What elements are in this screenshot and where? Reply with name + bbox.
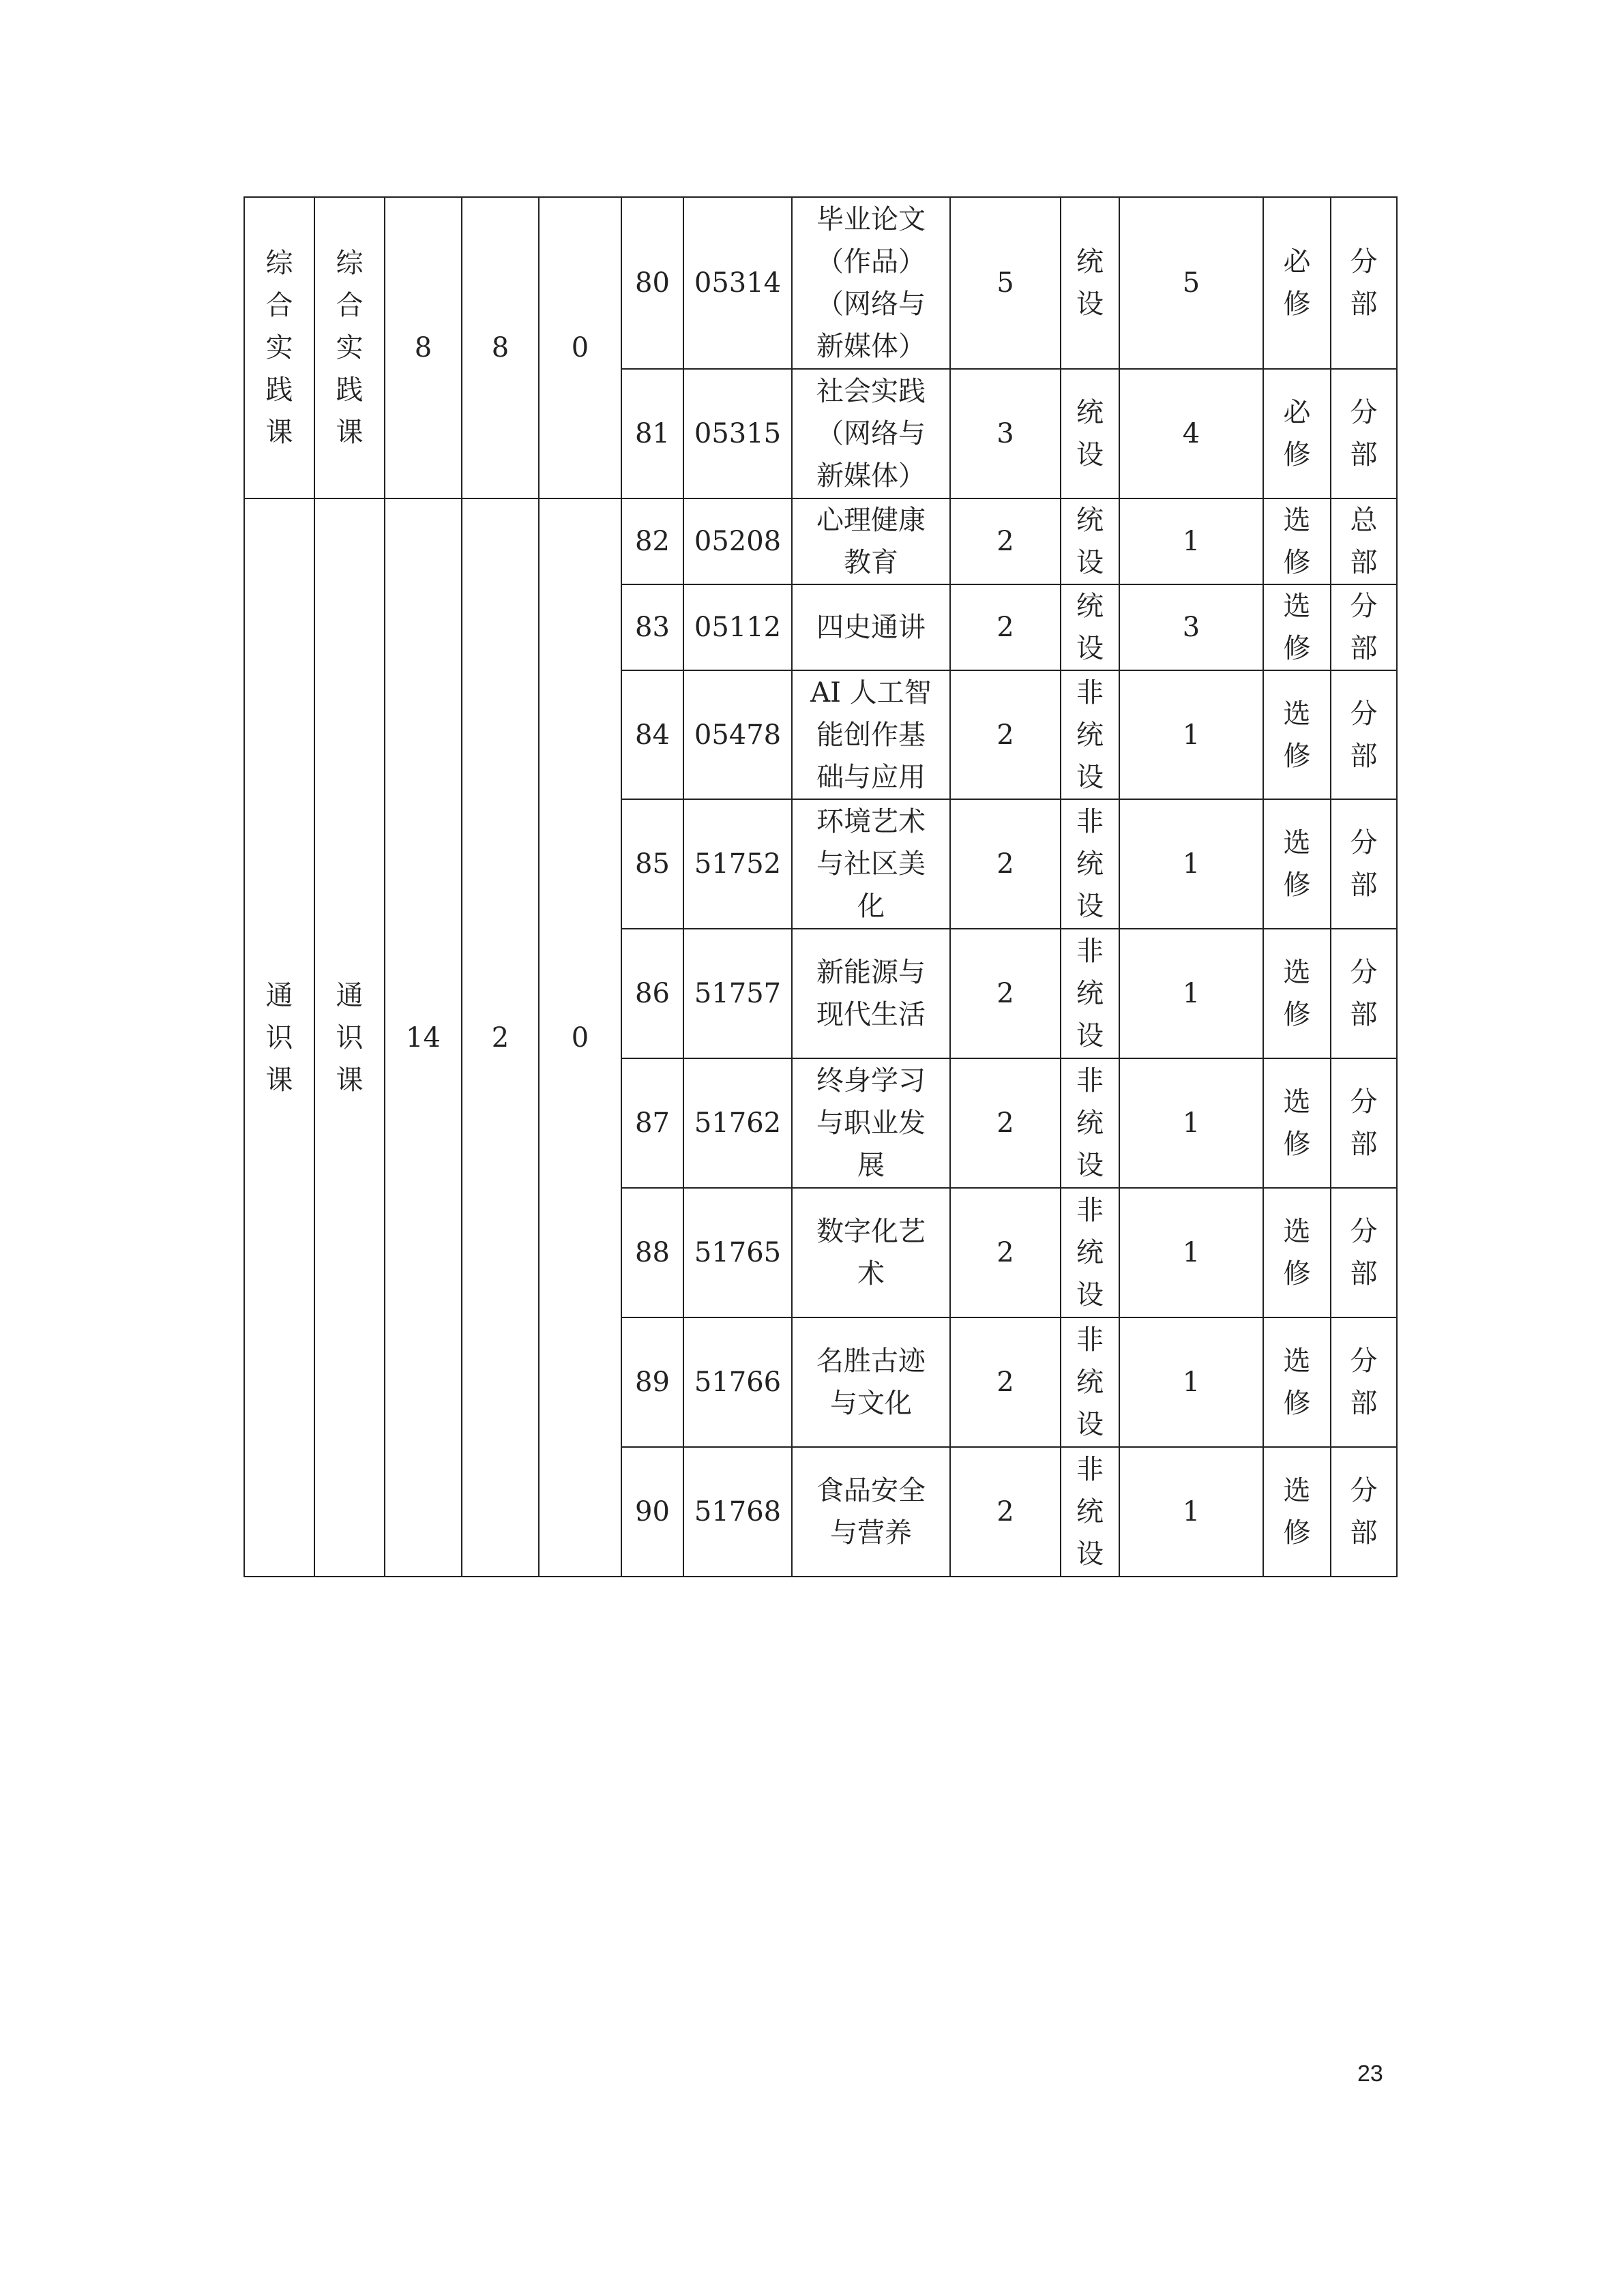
course-type-cell: 选 修 — [1263, 799, 1331, 929]
course-credit-cell: 2 — [950, 799, 1061, 929]
course-name-cell: 毕业论文 （作品） （网络与 新媒体） — [792, 197, 950, 369]
course-credit-cell: 2 — [950, 584, 1061, 670]
subcategory-cell: 综 合 实 践 课 — [314, 197, 385, 498]
exam-cell: 分 部 — [1331, 1188, 1397, 1317]
setup-cell: 统 设 — [1061, 498, 1119, 584]
course-type-cell: 选 修 — [1263, 1447, 1331, 1577]
course-credit-cell: 5 — [950, 197, 1061, 369]
semester-cell: 1 — [1119, 1188, 1263, 1317]
semester-cell: 3 — [1119, 584, 1263, 670]
course-code-cell: 51766 — [683, 1317, 792, 1447]
table-row — [244, 498, 1397, 584]
setup-cell: 非 统 设 — [1061, 1188, 1119, 1317]
course-type-cell: 选 修 — [1263, 1058, 1331, 1188]
course-name-cell: 新能源与 现代生活 — [792, 929, 950, 1058]
semester-cell: 1 — [1119, 498, 1263, 584]
course-table — [243, 196, 1398, 1577]
exam-cell: 分 部 — [1331, 670, 1397, 799]
course-name-cell: 名胜古迹 与文化 — [792, 1317, 950, 1447]
course-code-cell: 51768 — [683, 1447, 792, 1577]
semester-cell: 1 — [1119, 670, 1263, 799]
course-name-cell: 心理健康 教育 — [792, 498, 950, 584]
seq-cell: 86 — [621, 929, 683, 1058]
setup-cell: 非 统 设 — [1061, 670, 1119, 799]
credits-required-cell: 2 — [462, 498, 539, 1577]
subcategory-cell: 通 识 课 — [314, 498, 385, 1577]
semester-cell: 5 — [1119, 197, 1263, 369]
course-code-cell: 51757 — [683, 929, 792, 1058]
seq-cell: 83 — [621, 584, 683, 670]
course-code-cell: 05314 — [683, 197, 792, 369]
category-cell: 通 识 课 — [244, 498, 314, 1577]
seq-cell: 81 — [621, 369, 683, 498]
exam-cell: 分 部 — [1331, 1447, 1397, 1577]
seq-cell: 90 — [621, 1447, 683, 1577]
course-type-cell: 选 修 — [1263, 584, 1331, 670]
semester-cell: 1 — [1119, 799, 1263, 929]
setup-cell: 非 统 设 — [1061, 1058, 1119, 1188]
course-code-cell: 05112 — [683, 584, 792, 670]
seq-cell: 80 — [621, 197, 683, 369]
seq-cell: 87 — [621, 1058, 683, 1188]
credits-elective-cell: 0 — [539, 197, 621, 498]
table-body — [244, 197, 1397, 1577]
course-type-cell: 必 修 — [1263, 197, 1331, 369]
course-name-cell: 社会实践 （网络与 新媒体） — [792, 369, 950, 498]
course-code-cell: 05315 — [683, 369, 792, 498]
course-type-cell: 选 修 — [1263, 670, 1331, 799]
course-name-cell: AI 人工智 能创作基 础与应用 — [792, 670, 950, 799]
semester-cell: 1 — [1119, 1058, 1263, 1188]
exam-cell: 总 部 — [1331, 498, 1397, 584]
seq-cell: 89 — [621, 1317, 683, 1447]
seq-cell: 82 — [621, 498, 683, 584]
exam-cell: 分 部 — [1331, 369, 1397, 498]
exam-cell: 分 部 — [1331, 929, 1397, 1058]
seq-cell: 85 — [621, 799, 683, 929]
course-type-cell: 必 修 — [1263, 369, 1331, 498]
semester-cell: 1 — [1119, 1447, 1263, 1577]
course-type-cell: 选 修 — [1263, 498, 1331, 584]
setup-cell: 非 统 设 — [1061, 799, 1119, 929]
credits-elective-cell: 0 — [539, 498, 621, 1577]
seq-cell: 88 — [621, 1188, 683, 1317]
course-credit-cell: 2 — [950, 498, 1061, 584]
course-type-cell: 选 修 — [1263, 929, 1331, 1058]
exam-cell: 分 部 — [1331, 1058, 1397, 1188]
course-code-cell: 05208 — [683, 498, 792, 584]
setup-cell: 统 设 — [1061, 197, 1119, 369]
credits-total-cell: 14 — [385, 498, 462, 1577]
course-name-cell: 数字化艺 术 — [792, 1188, 950, 1317]
page-number: 23 — [1357, 2061, 1383, 2087]
course-credit-cell: 2 — [950, 1317, 1061, 1447]
course-code-cell: 05478 — [683, 670, 792, 799]
course-type-cell: 选 修 — [1263, 1188, 1331, 1317]
course-credit-cell: 2 — [950, 670, 1061, 799]
course-credit-cell: 2 — [950, 1447, 1061, 1577]
credits-required-cell: 8 — [462, 197, 539, 498]
category-cell: 综 合 实 践 课 — [244, 197, 314, 498]
course-code-cell: 51752 — [683, 799, 792, 929]
course-credit-cell: 2 — [950, 1058, 1061, 1188]
course-credit-cell: 2 — [950, 1188, 1061, 1317]
course-name-cell: 环境艺术 与社区美 化 — [792, 799, 950, 929]
exam-cell: 分 部 — [1331, 1317, 1397, 1447]
course-credit-cell: 2 — [950, 929, 1061, 1058]
setup-cell: 统 设 — [1061, 369, 1119, 498]
setup-cell: 非 统 设 — [1061, 1317, 1119, 1447]
course-type-cell: 选 修 — [1263, 1317, 1331, 1447]
exam-cell: 分 部 — [1331, 197, 1397, 369]
course-code-cell: 51765 — [683, 1188, 792, 1317]
course-name-cell: 四史通讲 — [792, 584, 950, 670]
course-name-cell: 食品安全 与营养 — [792, 1447, 950, 1577]
setup-cell: 统 设 — [1061, 584, 1119, 670]
course-credit-cell: 3 — [950, 369, 1061, 498]
course-name-cell: 终身学习 与职业发 展 — [792, 1058, 950, 1188]
credits-total-cell: 8 — [385, 197, 462, 498]
exam-cell: 分 部 — [1331, 584, 1397, 670]
setup-cell: 非 统 设 — [1061, 1447, 1119, 1577]
course-code-cell: 51762 — [683, 1058, 792, 1188]
table-row — [244, 197, 1397, 369]
exam-cell: 分 部 — [1331, 799, 1397, 929]
semester-cell: 1 — [1119, 1317, 1263, 1447]
setup-cell: 非 统 设 — [1061, 929, 1119, 1058]
semester-cell: 1 — [1119, 929, 1263, 1058]
seq-cell: 84 — [621, 670, 683, 799]
semester-cell: 4 — [1119, 369, 1263, 498]
